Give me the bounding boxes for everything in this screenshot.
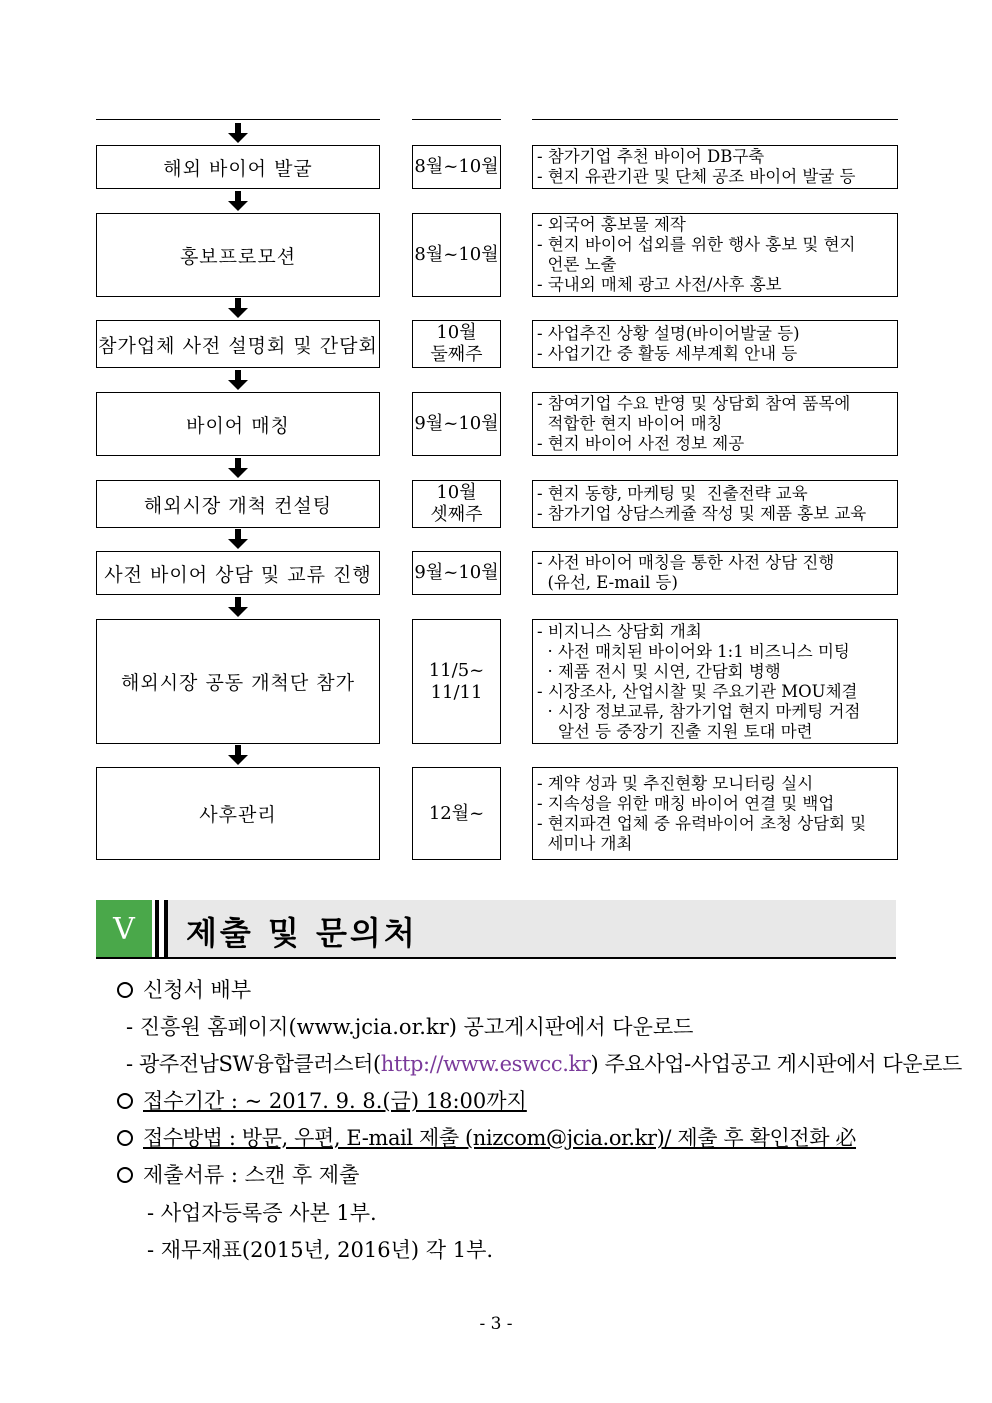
item-docs (117, 1159, 359, 1189)
down-arrow-icon (228, 745, 248, 767)
description-line: (유선, E-mail 등) (537, 573, 678, 592)
item-text: 접수기간 : ~ 2017. 9. 8.(금) 18:00까지 (143, 1089, 527, 1113)
section-underline (96, 957, 896, 959)
top-rule-period (412, 119, 501, 120)
flow-period (412, 392, 501, 456)
period-line: 8월~10월 (414, 244, 499, 265)
description-line: - 외국어 홍보물 제작 (537, 215, 686, 234)
description-line: - 현지 바이어 사전 정보 제공 (537, 434, 745, 453)
item-period (117, 1085, 527, 1115)
page-number: - 3 - (479, 1314, 513, 1334)
period-line: 10월 (436, 322, 477, 343)
item-text: ) 주요사업-사업공고 게시판에서 다운로드 (590, 1052, 962, 1076)
description-line: - 현지 바이어 섭외를 위한 행사 홍보 및 현지 (537, 235, 856, 254)
item-download-1: - 진흥원 홈페이지(www.jcia.or.kr) 공고게시판에서 다운로드 (126, 1015, 694, 1039)
description-line: 적합한 현지 바이어 매칭 (537, 414, 723, 433)
item-text: 신청서 배부 (143, 978, 252, 1002)
description-line: - 참여기업 수요 반영 및 상담회 참여 품목에 (537, 394, 851, 413)
down-arrow-icon (228, 370, 248, 392)
flow-description (532, 619, 898, 744)
period-line: 11/11 (430, 681, 483, 703)
circle-bullet-icon (117, 982, 133, 998)
flow-step: 바이어 매칭 (96, 392, 380, 456)
flow-step: 사전 바이어 상담 및 교류 진행 (96, 551, 380, 595)
section-divider (164, 900, 168, 958)
circle-bullet-icon (117, 1093, 133, 1109)
section-title: 제출 및 문의처 (186, 914, 418, 952)
description-line: 언론 노출 (537, 255, 617, 274)
period-line: 12월~ (428, 802, 485, 824)
flow-period (412, 213, 501, 297)
top-rule-step (96, 119, 380, 120)
flow-step: 홍보프로모션 (96, 213, 380, 297)
circle-bullet-icon (117, 1167, 133, 1183)
down-arrow-icon (228, 123, 248, 145)
down-arrow-icon (228, 298, 248, 320)
flow-step: 사후관리 (96, 767, 380, 860)
period-line: 9월~10월 (414, 562, 499, 583)
flow-description (532, 145, 898, 189)
flow-description (532, 320, 898, 368)
description-line: - 참가기업 상담스케쥴 작성 및 제품 홍보 교육 (537, 504, 867, 523)
description-line: - 비지니스 상담회 개최 (537, 621, 702, 641)
description-line: - 시장조사, 산업시찰 및 주요기관 MOU체결 (537, 681, 858, 701)
description-line: 알선 등 중장기 진출 지원 토대 마련 (537, 721, 813, 741)
flow-step: 해외시장 공동 개척단 참가 (96, 619, 380, 744)
section-header (96, 900, 896, 958)
down-arrow-icon (228, 597, 248, 619)
item-text: 접수방법 : 방문, 우편, E-mail 제출 (nizcom@jcia.or.kr)/ 제출 후 확인전화 必 (143, 1126, 857, 1150)
description-line: - 참가기업 추천 바이어 DB구축 (537, 147, 765, 166)
flow-description (532, 551, 898, 595)
item-download-2 (126, 1048, 962, 1078)
down-arrow-icon (228, 458, 248, 480)
description-line: - 계약 성과 및 추진현황 모니터링 실시 (537, 773, 814, 793)
flow-description (532, 767, 898, 860)
period-line: 11/5~ (428, 659, 485, 681)
period-line: 9월~10월 (414, 413, 499, 434)
flow-period (412, 320, 501, 368)
flow-description (532, 392, 898, 456)
description-line: - 사업기간 중 활동 세부계획 안내 등 (537, 344, 798, 363)
flow-description (532, 213, 898, 297)
description-line: - 사업추진 상황 설명(바이어발굴 등) (537, 324, 800, 343)
description-line: - 현지파견 업체 중 유력바이어 초청 상담회 및 (537, 813, 867, 833)
down-arrow-icon (228, 529, 248, 551)
flow-description (532, 480, 898, 528)
description-line: - 지속성을 위한 매칭 바이어 연결 및 백업 (537, 793, 835, 813)
top-rule-desc (532, 119, 898, 120)
description-line: · 제품 전시 및 시연, 간담회 병행 (537, 661, 781, 681)
description-line: · 사전 매치된 바이어와 1:1 비즈니스 미팅 (537, 641, 850, 661)
flow-period (412, 767, 501, 860)
period-line: 셋째주 (430, 504, 483, 525)
description-line: 세미나 개최 (537, 833, 633, 853)
description-line: - 국내외 매체 광고 사전/사후 홍보 (537, 275, 782, 294)
flow-period (412, 619, 501, 744)
item-text: 제출서류 : 스캔 후 제출 (143, 1163, 360, 1187)
item-doc-2: - 재무재표(2015년, 2016년) 각 1부. (147, 1238, 494, 1262)
flow-period (412, 145, 501, 189)
circle-bullet-icon (117, 1130, 133, 1146)
flow-step: 해외 바이어 발굴 (96, 145, 380, 189)
period-line: 10월 (436, 482, 477, 503)
flow-step: 해외시장 개척 컨설팅 (96, 480, 380, 528)
down-arrow-icon (228, 191, 248, 213)
item-text: - 광주전남SW융합클러스터( (126, 1052, 381, 1076)
flow-period (412, 480, 501, 528)
description-line: - 현지 유관기관 및 단체 공조 바이어 발굴 등 (537, 167, 856, 186)
item-apply-dist (117, 974, 251, 1004)
item-method (117, 1122, 856, 1152)
item-doc-1: - 사업자등록증 사본 1부. (147, 1201, 377, 1225)
eswcc-link[interactable]: http://www.eswcc.kr (380, 1052, 591, 1076)
description-line: · 시장 정보교류, 참가기업 현지 마케팅 거점 (537, 701, 861, 721)
description-line: - 사전 바이어 매칭을 통한 사전 상담 진행 (537, 553, 835, 572)
section-number: V (96, 900, 152, 958)
period-line: 둘째주 (430, 344, 483, 365)
flow-step: 참가업체 사전 설명회 및 간담회 (96, 320, 380, 368)
period-line: 8월~10월 (414, 156, 499, 177)
description-line: - 현지 동향, 마케팅 및 진출전략 교육 (537, 484, 808, 503)
section-divider (155, 900, 159, 958)
flow-period (412, 551, 501, 595)
